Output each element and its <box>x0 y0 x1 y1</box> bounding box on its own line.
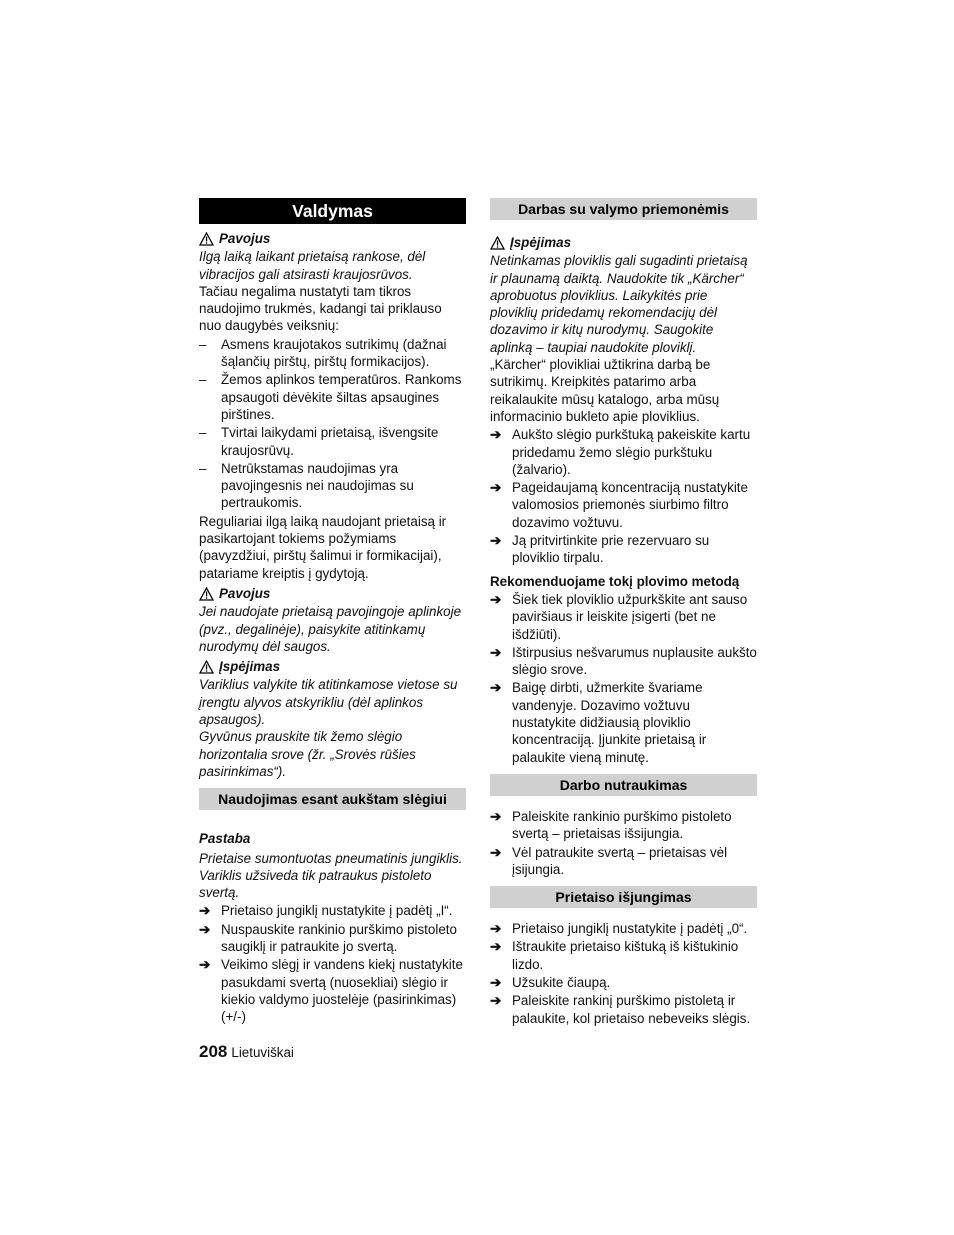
caution-text-italic-1: Variklius valykite tik atitinkamose vietose su įrengtu alyvos atskyrikliu (dėl aplinkos apsaugos). <box>199 677 458 728</box>
section-title-stop-work: Darbo nutraukimas <box>490 774 757 796</box>
doctor-advice-text: Reguliariai ilgą laiką naudojant prietaisą ir pasikartojant tokiems požymiams (pavyzdžiui, pirštų šalimui ir formikacijai), patariame kreiptis į gydytoją. <box>199 513 447 581</box>
warning-triangle-icon <box>199 232 214 246</box>
right-arrow-icon: ➔ <box>490 993 502 1009</box>
caution-label: Įspėjimas <box>219 659 281 675</box>
caution-label: Įspėjimas <box>510 235 572 250</box>
danger-label: Pavojus <box>219 231 271 246</box>
right-arrow-icon: ➔ <box>490 591 502 607</box>
list-item: – Tvirtai laikydami prietaisą, išvengsite kraujosrūvų. <box>199 425 439 458</box>
page-footer <box>199 1042 294 1062</box>
high-pressure-steps <box>199 902 466 1025</box>
right-arrow-icon: ➔ <box>490 427 502 443</box>
list-item: – Netrūkstamas naudojimas yra pavojingesnis nei naudojimas su pertraukomis. <box>199 460 414 511</box>
warning-triangle-icon <box>199 660 214 674</box>
language-label: Lietuviškai <box>231 1045 294 1060</box>
list-item: ➔ Užsukite čiaupą. <box>490 974 611 990</box>
left-column <box>199 198 466 1026</box>
note-label: Pastaba <box>199 831 251 847</box>
caution-notice <box>490 234 757 251</box>
caution-notice <box>199 658 466 675</box>
danger-notice-1 <box>199 230 466 247</box>
list-item: ➔ Paleiskite rankinį purškimo pistoletą ir palaukite, kol prietaiso nebeveiks slėgis. <box>490 993 751 1026</box>
dash-bullet: – <box>199 372 207 388</box>
section-title-valdymas: Valdymas <box>199 198 466 224</box>
list-item: – Asmens kraujotakos sutrikimų (dažnai šąlančių pirštų, pirštų formikacijos). <box>199 336 447 370</box>
note-text-italic: Prietaise sumontuotas pneumatinis jungiklis. Variklis užsiveda tik patraukus pistoleto svertą. <box>199 850 463 901</box>
warning-triangle-icon <box>199 587 214 601</box>
right-arrow-icon: ➔ <box>490 844 502 860</box>
dash-bullet: – <box>199 336 207 352</box>
factor-list <box>199 336 466 512</box>
list-item: ➔ Paleiskite rankinio purškimo pistoleto svertą – prietaisas išsijungia. <box>490 808 732 842</box>
caution-text-italic-2: Gyvūnus prauskite tik žemo slėgio horizontalia srove (žr. „Srovės rūšies pasirinkimas“). <box>199 729 416 779</box>
right-arrow-icon: ➔ <box>199 957 211 973</box>
right-arrow-icon: ➔ <box>490 644 502 660</box>
danger-text-italic: Ilgą laiką laikant prietaisą rankose, dėl vibracijos gali atsirasti kraujosrūvos. <box>199 249 426 282</box>
caution-text-italic: Netinkamas ploviklis gali sugadinti prietaisą ir plaunamą daiktą. Naudokite tik „Kärcher“ aprobuotus ploviklius. Laikykitės prie ploviklių pridedamų rekomendacijų dėl dozavimo ir kitų nurodymų. Saugokite aplinką – taupiai naudokite ploviklį. <box>490 253 748 355</box>
list-item: ➔ Prietaiso jungiklį nustatykite į padėtį „I“. <box>199 903 453 919</box>
list-item: ➔ Vėl patraukite svertą – prietaisas vėl įsijungia. <box>490 844 728 877</box>
list-item: ➔ Nuspauskite rankinio purškimo pistoleto saugiklį ir patraukite jo svertą. <box>199 921 457 954</box>
dash-bullet: – <box>199 460 207 476</box>
stop-work-steps <box>490 808 757 878</box>
list-item: – Žemos aplinkos temperatūros. Rankoms apsaugoti dėvėkite šiltas apsaugines pirštines. <box>199 372 462 422</box>
section-title-switch-off: Prietaiso išjungimas <box>490 886 757 908</box>
warning-triangle-icon <box>490 236 505 250</box>
right-arrow-icon: ➔ <box>490 974 502 990</box>
right-arrow-icon: ➔ <box>490 921 502 937</box>
right-arrow-icon: ➔ <box>199 921 211 937</box>
right-arrow-icon: ➔ <box>490 533 502 549</box>
list-item: ➔ Pageidaujamą koncentraciją nustatykite valomosios priemonės siurbimo filtro dozavimo vožtuvu. <box>490 480 748 530</box>
section-title-high-pressure: Naudojimas esant aukštam slėgiui <box>199 788 466 810</box>
list-item: ➔ Veikimo slėgį ir vandens kiekį nustatykite pasukdami svertą (nuosekliai) slėgio ir kiekio valdymo juostelėje (pasirinkimas) (+/-) <box>199 957 463 1025</box>
right-arrow-icon: ➔ <box>490 480 502 496</box>
right-arrow-icon: ➔ <box>490 680 502 696</box>
section-title-detergents: Darbas su valymo priemonėmis <box>490 198 757 220</box>
danger-text-italic: Jei naudojate prietaisą pavojingoje aplinkoje (pvz., degalinėje), paisykite atitinkamų nurodymų dėl saugos. <box>199 604 462 654</box>
switch-off-steps <box>490 920 757 1027</box>
dash-bullet: – <box>199 425 207 441</box>
detergent-steps <box>490 426 757 566</box>
list-item: ➔ Ištirpusius nešvarumus nuplausite aukšto slėgio srove. <box>490 644 757 678</box>
list-item: ➔ Ją pritvirtinkite prie rezervuaro su ploviklio tirpalu. <box>490 533 710 566</box>
right-arrow-icon: ➔ <box>490 939 502 955</box>
list-item: ➔ Šiek tiek ploviklio užpurkškite ant sauso paviršiaus ir leiskite įsigerti (bet ne išdžiūti). <box>490 591 748 642</box>
right-column <box>490 198 757 1028</box>
danger-notice-2 <box>199 585 466 602</box>
page-number: 208 <box>199 1042 228 1061</box>
list-item: ➔ Ištraukite prietaiso kištuką iš kištukinio lizdo. <box>490 939 739 972</box>
right-arrow-icon: ➔ <box>199 903 211 919</box>
right-arrow-icon: ➔ <box>490 808 502 824</box>
list-item: ➔ Baigę dirbti, užmerkite švariame vandenyje. Dozavimo vožtuvu nustatykite didžiausią ploviklio koncentraciją. Įjunkite prietaisą ir palaukite vieną minutę. <box>490 680 707 765</box>
list-item: ➔ Aukšto slėgio purkštuką pakeiskite kartu pridedamu žemo slėgio purkštuku (žalvario). <box>490 427 751 477</box>
danger-text: Tačiau negalima nustatyti tam tikros naudojimo trukmės, kadangi tai priklauso nuo daugybės veiksnių: <box>199 283 442 334</box>
list-item: ➔ Prietaiso jungiklį nustatykite į padėtį „0“. <box>490 921 748 937</box>
caution-text: „Kärcher“ plovikliai užtikrina darbą be sutrikimų. Kreipkitės patarimo arba reikalaukite mūsų katalogo, arba mūsų informacinio bukleto apie ploviklius. <box>490 357 720 424</box>
method-title: Rekomenduojame tokį plovimo metodą <box>490 573 740 589</box>
method-steps <box>490 591 757 766</box>
danger-label: Pavojus <box>219 585 271 601</box>
